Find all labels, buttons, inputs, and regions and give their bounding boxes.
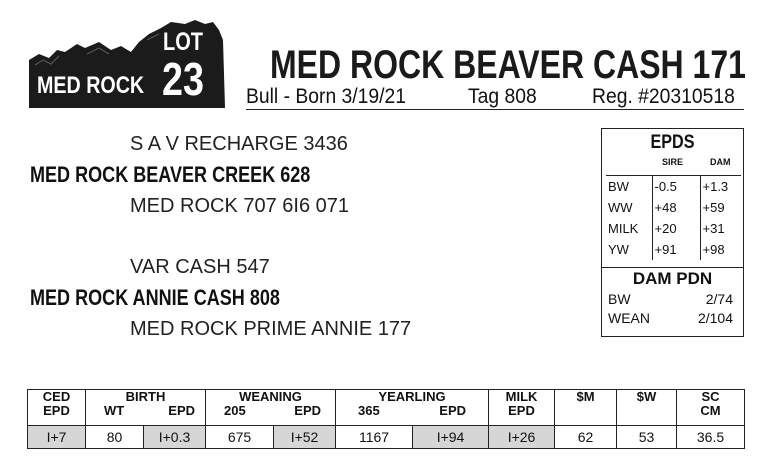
year-365-value: 1167	[336, 426, 413, 449]
epd-sire-value: -0.5	[652, 176, 700, 197]
ced-epd-value: I+7	[28, 426, 86, 449]
sex-birthdate: Bull - Born 3/19/21	[246, 85, 407, 108]
epd-row	[606, 218, 741, 239]
milk-epd-value: I+26	[489, 426, 555, 449]
dam-pdn-trait: WEAN	[608, 310, 650, 326]
pedigree-dam: MED ROCK ANNIE CASH 808	[30, 285, 280, 310]
epd-sire-value: +20	[652, 218, 700, 239]
yearling-subheaders	[336, 404, 488, 418]
epd-trait: MILK	[608, 220, 639, 236]
dam-pdn-trait: BW	[608, 291, 631, 307]
yearling-header-top: YEARLING	[378, 389, 446, 404]
milk-header-top: MILK	[505, 389, 538, 404]
wean-epd-value: I+52	[274, 426, 336, 449]
pedigree-sire-dam: MED ROCK 707 6I6 071	[130, 195, 349, 217]
epd-dam-value: +98	[700, 239, 741, 260]
weaning-subheaders	[206, 404, 335, 418]
dollar-m-header: $M	[555, 390, 617, 426]
sc-header-top: SC	[701, 389, 720, 404]
weaning-epd-header: EPD	[294, 403, 322, 418]
dam-pdn-title: DAM PDN	[602, 267, 743, 290]
weaning-205-header: 205	[224, 403, 246, 418]
epd-row	[606, 197, 741, 218]
animal-info-line	[246, 85, 744, 110]
epd-sire-value: +91	[652, 239, 700, 260]
lot-number: 23	[162, 53, 204, 105]
dam-pdn-row	[608, 290, 739, 308]
birth-subheaders	[86, 404, 205, 418]
yearling-365-header: 365	[358, 403, 380, 418]
dam-pdn-value: 2/74	[705, 291, 733, 307]
epd-dam-value: +1.3	[700, 176, 741, 197]
performance-header-row	[28, 390, 745, 426]
birth-epd-header: EPD	[168, 403, 196, 418]
sc-cm-value: 36.5	[677, 426, 745, 449]
birth-wt-value: 80	[86, 426, 144, 449]
ced-header	[28, 390, 86, 426]
epd-row	[606, 239, 741, 260]
brand-name: MED ROCK	[37, 72, 145, 99]
epd-sire-value: +48	[652, 197, 700, 218]
dam-pdn-row	[608, 309, 739, 327]
epd-title: EPDS	[650, 132, 695, 153]
yearling-epd-header: EPD	[439, 403, 467, 418]
epd-trait: WW	[608, 199, 633, 215]
animal-name: MED ROCK BEAVER CASH 171	[270, 43, 746, 87]
milk-header	[489, 390, 555, 426]
pedigree-dam-sire: VAR CASH 547	[130, 256, 270, 278]
lot-label: LOT	[163, 28, 203, 56]
dollar-w-header: $W	[617, 390, 677, 426]
performance-value-row	[28, 426, 745, 449]
epd-trait: BW	[606, 176, 652, 197]
weaning-header	[206, 390, 336, 426]
epd-trait: YW	[608, 241, 629, 257]
dam-pdn-value: 2/104	[697, 310, 733, 326]
epd-sire-header: SIRE	[662, 157, 684, 167]
registration-number: Reg. #20310518	[592, 85, 735, 108]
milk-header-bottom: EPD	[508, 403, 535, 418]
birth-header-top: BIRTH	[125, 389, 166, 404]
wean-205-value: 675	[206, 426, 274, 449]
birth-header	[86, 390, 206, 426]
sc-header-bottom: CM	[700, 403, 721, 418]
epd-panel	[601, 128, 744, 337]
sc-header	[677, 390, 745, 426]
birth-wt-header: WT	[104, 403, 125, 418]
epd-row	[606, 176, 741, 197]
ced-header-bottom: EPD	[43, 403, 70, 418]
performance-table	[27, 389, 745, 449]
weaning-header-top: WEANING	[239, 389, 302, 404]
birth-epd-value: I+0.3	[144, 426, 206, 449]
dollar-w-value: 53	[617, 426, 677, 449]
year-epd-value: I+94	[413, 426, 489, 449]
dollar-m-value: 62	[555, 426, 617, 449]
pedigree-sire: MED ROCK BEAVER CREEK 628	[30, 162, 311, 187]
epd-dam-value: +59	[700, 197, 741, 218]
tag-number: Tag 808	[468, 85, 537, 108]
yearling-header	[336, 390, 489, 426]
epd-dam-header: DAM	[710, 157, 731, 167]
pedigree-dam-dam: MED ROCK PRIME ANNIE 177	[130, 318, 412, 340]
epd-dam-value: +31	[700, 218, 741, 239]
pedigree-sire-sire: S A V RECHARGE 3436	[130, 133, 348, 155]
ced-header-top: CED	[42, 389, 71, 404]
epd-table	[606, 175, 741, 260]
